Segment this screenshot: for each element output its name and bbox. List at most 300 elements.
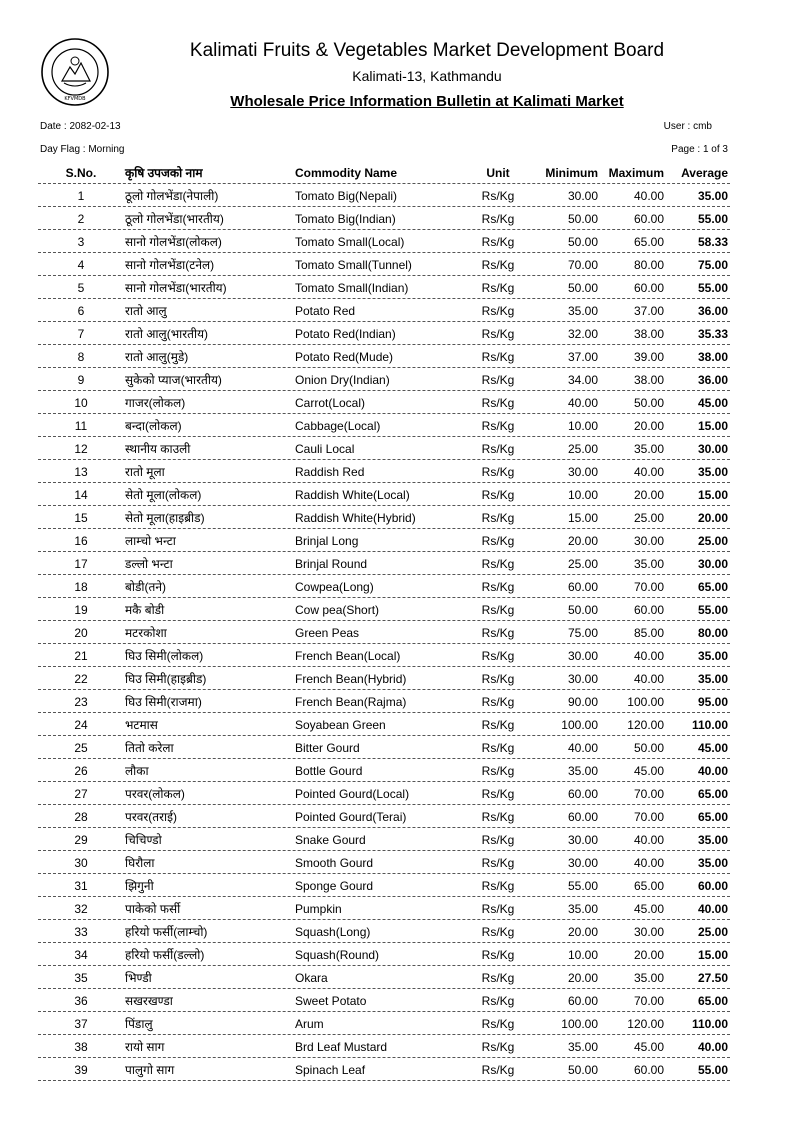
- cell-commodity: Bitter Gourd: [295, 741, 360, 755]
- cell-average: 60.00: [697, 879, 728, 893]
- table-row: [38, 184, 730, 207]
- cell-sn: 8: [77, 350, 85, 364]
- cell-unit: Rs/Kg: [481, 695, 515, 709]
- cell-commodity: Cow pea(Short): [295, 603, 380, 617]
- cell-average: 65.00: [697, 580, 728, 594]
- cell-maximum: 40.00: [633, 672, 664, 686]
- cell-average: 15.00: [697, 488, 728, 502]
- cell-sn: 38: [74, 1040, 88, 1054]
- cell-average: 30.00: [697, 442, 728, 456]
- cell-minimum: 60.00: [567, 994, 598, 1008]
- cell-sn: 28: [74, 810, 88, 824]
- cell-unit: Rs/Kg: [481, 902, 515, 916]
- cell-sn: 36: [74, 994, 88, 1008]
- cell-maximum: 40.00: [633, 649, 664, 663]
- cell-unit: Rs/Kg: [481, 212, 515, 226]
- table-row: [38, 414, 730, 437]
- cell-minimum: 40.00: [567, 741, 598, 755]
- table-row: [38, 345, 730, 368]
- org-subtitle: Kalimati-13, Kathmandu: [352, 68, 502, 84]
- cell-average: 110.00: [691, 1017, 728, 1031]
- cell-unit: Rs/Kg: [481, 373, 515, 387]
- cell-unit: Rs/Kg: [481, 465, 515, 479]
- cell-average: 27.50: [697, 971, 728, 985]
- cell-sn: 1: [77, 189, 85, 203]
- cell-commodity: French Bean(Hybrid): [295, 672, 407, 686]
- cell-maximum: 70.00: [633, 580, 664, 594]
- cell-maximum: 45.00: [633, 1040, 664, 1054]
- cell-nepali-name: सानो गोलभेंडा(लोकल): [125, 235, 222, 249]
- cell-maximum: 38.00: [633, 373, 664, 387]
- table-row: [38, 736, 730, 759]
- cell-average: 35.00: [697, 465, 728, 479]
- cell-average: 65.00: [697, 787, 728, 801]
- cell-unit: Rs/Kg: [481, 833, 515, 847]
- org-title: Kalimati Fruits & Vegetables Market Development Board: [189, 40, 665, 61]
- cell-maximum: 40.00: [633, 856, 664, 870]
- cell-commodity: Cabbage(Local): [295, 419, 381, 433]
- cell-unit: Rs/Kg: [481, 557, 515, 571]
- cell-unit: Rs/Kg: [481, 534, 515, 548]
- cell-unit: Rs/Kg: [481, 787, 515, 801]
- table-row: [38, 483, 730, 506]
- cell-minimum: 100.00: [561, 718, 598, 732]
- cell-minimum: 10.00: [567, 488, 598, 502]
- table-body: [38, 184, 730, 1081]
- cell-minimum: 55.00: [567, 879, 598, 893]
- cell-sn: 18: [74, 580, 88, 594]
- cell-minimum: 20.00: [567, 534, 598, 548]
- cell-unit: Rs/Kg: [481, 189, 515, 203]
- cell-nepali-name: रातो आलु: [125, 304, 167, 318]
- cell-unit: Rs/Kg: [481, 856, 515, 870]
- table-row: [38, 874, 730, 897]
- cell-maximum: 40.00: [633, 833, 664, 847]
- cell-minimum: 35.00: [567, 1040, 598, 1054]
- cell-maximum: 39.00: [633, 350, 664, 364]
- cell-nepali-name: रातो आलु(मुडे): [125, 350, 189, 364]
- cell-minimum: 35.00: [567, 764, 598, 778]
- cell-maximum: 70.00: [633, 787, 664, 801]
- cell-unit: Rs/Kg: [481, 925, 515, 939]
- table-row: [38, 437, 730, 460]
- cell-maximum: 45.00: [633, 902, 664, 916]
- cell-nepali-name: पाकेको फर्सी: [125, 902, 181, 916]
- cell-unit: Rs/Kg: [481, 258, 515, 272]
- cell-unit: Rs/Kg: [481, 672, 515, 686]
- cell-average: 20.00: [697, 511, 728, 525]
- cell-nepali-name: रातो मूला: [125, 465, 165, 479]
- cell-unit: Rs/Kg: [481, 511, 515, 525]
- table-row: [38, 667, 730, 690]
- cell-unit: Rs/Kg: [481, 741, 515, 755]
- cell-minimum: 20.00: [567, 971, 598, 985]
- table-row: [38, 391, 730, 414]
- cell-average: 95.00: [697, 695, 728, 709]
- cell-sn: 12: [74, 442, 88, 456]
- cell-maximum: 60.00: [633, 281, 664, 295]
- column-header-maximum: Maximum: [608, 166, 664, 180]
- cell-average: 25.00: [697, 534, 728, 548]
- cell-commodity: Spinach Leaf: [295, 1063, 366, 1077]
- cell-average: 36.00: [697, 304, 728, 318]
- cell-commodity: Tomato Small(Local): [295, 235, 405, 249]
- cell-unit: Rs/Kg: [481, 948, 515, 962]
- cell-nepali-name: सानो गोलभेंडा(टनेल): [125, 258, 215, 272]
- cell-commodity: Raddish White(Hybrid): [295, 511, 416, 525]
- cell-commodity: Cowpea(Long): [295, 580, 374, 594]
- cell-minimum: 60.00: [567, 787, 598, 801]
- cell-commodity: Brinjal Round: [295, 557, 368, 571]
- cell-unit: Rs/Kg: [481, 488, 515, 502]
- cell-nepali-name: चिचिण्डो: [125, 833, 162, 847]
- cell-nepali-name: मकै बोडी: [125, 603, 165, 617]
- cell-nepali-name: घिउ सिमी(राजमा): [125, 695, 202, 709]
- cell-average: 15.00: [697, 948, 728, 962]
- table-row: [38, 851, 730, 874]
- cell-minimum: 15.00: [567, 511, 598, 525]
- cell-unit: Rs/Kg: [481, 442, 515, 456]
- cell-commodity: Green Peas: [295, 626, 360, 640]
- cell-sn: 4: [77, 258, 85, 272]
- table-row: [38, 299, 730, 322]
- cell-maximum: 25.00: [633, 511, 664, 525]
- cell-commodity: Okara: [295, 971, 328, 985]
- cell-minimum: 50.00: [567, 1063, 598, 1077]
- table-row: [38, 575, 730, 598]
- cell-unit: Rs/Kg: [481, 764, 515, 778]
- cell-nepali-name: मटरकोशा: [125, 626, 167, 640]
- cell-sn: 23: [74, 695, 88, 709]
- cell-commodity: Pointed Gourd(Local): [295, 787, 410, 801]
- cell-maximum: 35.00: [633, 442, 664, 456]
- column-header-sn: S.No.: [65, 166, 97, 180]
- cell-sn: 35: [74, 971, 88, 985]
- report-date: Date : 2082-02-13: [40, 121, 121, 132]
- cell-sn: 37: [74, 1017, 88, 1031]
- cell-average: 35.33: [697, 327, 728, 341]
- cell-commodity: Cauli Local: [295, 442, 355, 456]
- table-row: [38, 1012, 730, 1035]
- cell-sn: 3: [77, 235, 85, 249]
- cell-unit: Rs/Kg: [481, 580, 515, 594]
- cell-average: 45.00: [697, 396, 728, 410]
- cell-nepali-name: हरियो फर्सी(डल्लो): [125, 948, 205, 962]
- cell-sn: 22: [74, 672, 88, 686]
- cell-unit: Rs/Kg: [481, 649, 515, 663]
- table-row: [38, 276, 730, 299]
- cell-minimum: 34.00: [567, 373, 598, 387]
- cell-nepali-name: रातो आलु(भारतीय): [125, 327, 209, 341]
- cell-maximum: 30.00: [633, 534, 664, 548]
- cell-minimum: 20.00: [567, 925, 598, 939]
- column-header-commodity: Commodity Name: [295, 166, 398, 180]
- cell-average: 25.00: [697, 925, 728, 939]
- cell-minimum: 10.00: [567, 948, 598, 962]
- cell-minimum: 100.00: [561, 1017, 598, 1031]
- cell-maximum: 70.00: [633, 810, 664, 824]
- column-header-nepali-name: कृषि उपजको नाम: [125, 166, 203, 180]
- cell-minimum: 50.00: [567, 235, 598, 249]
- cell-minimum: 25.00: [567, 442, 598, 456]
- cell-average: 75.00: [697, 258, 728, 272]
- cell-nepali-name: डल्लो भन्टा: [125, 557, 173, 571]
- cell-minimum: 30.00: [567, 465, 598, 479]
- cell-sn: 6: [77, 304, 85, 318]
- table-row: [38, 230, 730, 253]
- cell-maximum: 120.00: [627, 718, 664, 732]
- cell-average: 30.00: [697, 557, 728, 571]
- cell-maximum: 37.00: [633, 304, 664, 318]
- cell-nepali-name: सेतो मूला(लोकल): [125, 488, 202, 502]
- table-header: [38, 160, 730, 184]
- cell-unit: Rs/Kg: [481, 1017, 515, 1031]
- cell-maximum: 65.00: [633, 879, 664, 893]
- cell-nepali-name: ठूलो गोलभेंडा(नेपाली): [125, 189, 219, 203]
- table-row: [38, 322, 730, 345]
- cell-maximum: 40.00: [633, 465, 664, 479]
- cell-commodity: Tomato Big(Indian): [295, 212, 396, 226]
- table-row: [38, 621, 730, 644]
- cell-average: 65.00: [697, 994, 728, 1008]
- cell-sn: 14: [74, 488, 88, 502]
- cell-maximum: 30.00: [633, 925, 664, 939]
- cell-sn: 33: [74, 925, 88, 939]
- cell-unit: Rs/Kg: [481, 810, 515, 824]
- cell-commodity: Raddish Red: [295, 465, 365, 479]
- cell-commodity: Tomato Big(Nepali): [295, 189, 398, 203]
- cell-sn: 24: [74, 718, 88, 732]
- cell-average: 58.33: [697, 235, 728, 249]
- table-row: [38, 598, 730, 621]
- table-row: [38, 253, 730, 276]
- table-row: [38, 920, 730, 943]
- cell-average: 40.00: [697, 902, 728, 916]
- cell-nepali-name: स्थानीय काउली: [125, 442, 191, 456]
- cell-average: 55.00: [697, 212, 728, 226]
- cell-nepali-name: गाजर(लोकल): [125, 396, 186, 410]
- cell-unit: Rs/Kg: [481, 350, 515, 364]
- cell-minimum: 37.00: [567, 350, 598, 364]
- cell-nepali-name: परवर(तराई): [125, 810, 178, 824]
- cell-sn: 20: [74, 626, 88, 640]
- cell-commodity: Snake Gourd: [295, 833, 366, 847]
- cell-sn: 2: [77, 212, 85, 226]
- cell-maximum: 35.00: [633, 557, 664, 571]
- table-row: [38, 460, 730, 483]
- table-row: [38, 644, 730, 667]
- cell-maximum: 60.00: [633, 603, 664, 617]
- cell-commodity: Potato Red: [295, 304, 356, 318]
- cell-unit: Rs/Kg: [481, 419, 515, 433]
- cell-nepali-name: पिंडालु: [125, 1017, 153, 1031]
- cell-sn: 39: [74, 1063, 88, 1077]
- cell-minimum: 75.00: [567, 626, 598, 640]
- cell-nepali-name: भटमास: [125, 718, 158, 732]
- cell-commodity: Potato Red(Mude): [295, 350, 394, 364]
- cell-maximum: 20.00: [633, 948, 664, 962]
- cell-average: 45.00: [697, 741, 728, 755]
- table-row: [38, 943, 730, 966]
- table-row: [38, 529, 730, 552]
- cell-maximum: 120.00: [627, 1017, 664, 1031]
- column-header-average: Average: [681, 166, 728, 180]
- table-row: [38, 805, 730, 828]
- table-row: [38, 506, 730, 529]
- cell-sn: 9: [77, 373, 85, 387]
- cell-commodity: Pointed Gourd(Terai): [295, 810, 407, 824]
- cell-minimum: 35.00: [567, 304, 598, 318]
- cell-sn: 21: [74, 649, 88, 663]
- cell-average: 35.00: [697, 189, 728, 203]
- cell-maximum: 35.00: [633, 971, 664, 985]
- cell-commodity: Raddish White(Local): [295, 488, 410, 502]
- svg-text:KFVMDB: KFVMDB: [64, 96, 86, 102]
- cell-nepali-name: सुकेको प्याज(भारतीय): [125, 373, 222, 387]
- table-row: [38, 782, 730, 805]
- cell-average: 15.00: [697, 419, 728, 433]
- cell-commodity: Pumpkin: [295, 902, 342, 916]
- cell-average: 36.00: [697, 373, 728, 387]
- cell-minimum: 30.00: [567, 672, 598, 686]
- cell-nepali-name: पालुगो साग: [125, 1063, 175, 1077]
- cell-nepali-name: घिउ सिमी(हाइब्रीड): [125, 672, 207, 686]
- cell-nepali-name: घिउ सिमी(लोकल): [125, 649, 204, 663]
- cell-nepali-name: घिरौला: [125, 856, 155, 870]
- cell-minimum: 60.00: [567, 580, 598, 594]
- page-number: Page : 1 of 3: [671, 144, 728, 155]
- cell-sn: 11: [74, 419, 88, 433]
- cell-commodity: Sweet Potato: [295, 994, 367, 1008]
- cell-minimum: 10.00: [567, 419, 598, 433]
- cell-sn: 16: [74, 534, 88, 548]
- cell-average: 55.00: [697, 1063, 728, 1077]
- cell-sn: 32: [74, 902, 88, 916]
- cell-maximum: 50.00: [633, 741, 664, 755]
- cell-maximum: 60.00: [633, 1063, 664, 1077]
- cell-sn: 26: [74, 764, 88, 778]
- table-row: [38, 759, 730, 782]
- cell-average: 35.00: [697, 672, 728, 686]
- table-row: [38, 368, 730, 391]
- cell-unit: Rs/Kg: [481, 603, 515, 617]
- cell-maximum: 85.00: [633, 626, 664, 640]
- column-header-minimum: Minimum: [545, 166, 598, 180]
- cell-average: 35.00: [697, 833, 728, 847]
- cell-nepali-name: लाम्चो भन्टा: [125, 534, 176, 548]
- cell-minimum: 32.00: [567, 327, 598, 341]
- cell-minimum: 30.00: [567, 856, 598, 870]
- cell-unit: Rs/Kg: [481, 879, 515, 893]
- cell-commodity: Smooth Gourd: [295, 856, 374, 870]
- cell-minimum: 50.00: [567, 212, 598, 226]
- cell-sn: 25: [74, 741, 88, 755]
- cell-sn: 13: [74, 465, 88, 479]
- cell-commodity: French Bean(Rajma): [295, 695, 407, 709]
- cell-minimum: 40.00: [567, 396, 598, 410]
- cell-unit: Rs/Kg: [481, 1040, 515, 1054]
- cell-average: 55.00: [697, 281, 728, 295]
- cell-sn: 27: [74, 787, 88, 801]
- cell-sn: 34: [74, 948, 88, 962]
- cell-minimum: 30.00: [567, 833, 598, 847]
- bulletin-title: Wholesale Price Information Bulletin at Kalimati Market: [230, 93, 624, 110]
- cell-maximum: 60.00: [633, 212, 664, 226]
- cell-minimum: 25.00: [567, 557, 598, 571]
- cell-average: 80.00: [697, 626, 728, 640]
- column-header-unit: Unit: [486, 166, 510, 180]
- cell-minimum: 60.00: [567, 810, 598, 824]
- cell-nepali-name: ठूलो गोलभेंडा(भारतीय): [125, 212, 224, 226]
- cell-maximum: 38.00: [633, 327, 664, 341]
- cell-nepali-name: सेतो मूला(हाइब्रीड): [125, 511, 205, 525]
- table-row: [38, 1058, 730, 1081]
- cell-commodity: Tomato Small(Tunnel): [295, 258, 412, 272]
- cell-maximum: 40.00: [633, 189, 664, 203]
- cell-average: 35.00: [697, 649, 728, 663]
- cell-nepali-name: भिण्डी: [125, 971, 152, 985]
- cell-sn: 7: [77, 327, 85, 341]
- cell-maximum: 80.00: [633, 258, 664, 272]
- table-row: [38, 207, 730, 230]
- cell-average: 35.00: [697, 856, 728, 870]
- cell-average: 40.00: [697, 764, 728, 778]
- cell-average: 65.00: [697, 810, 728, 824]
- table-row: [38, 828, 730, 851]
- cell-nepali-name: सखरखण्डा: [125, 994, 173, 1008]
- cell-nepali-name: बन्दा(लोकल): [125, 419, 182, 433]
- cell-maximum: 100.00: [627, 695, 664, 709]
- cell-minimum: 50.00: [567, 603, 598, 617]
- cell-sn: 5: [77, 281, 85, 295]
- cell-unit: Rs/Kg: [481, 626, 515, 640]
- cell-nepali-name: रायो साग: [125, 1040, 165, 1054]
- cell-minimum: 90.00: [567, 695, 598, 709]
- cell-unit: Rs/Kg: [481, 994, 515, 1008]
- table-row: [38, 989, 730, 1012]
- cell-minimum: 30.00: [567, 189, 598, 203]
- cell-average: 55.00: [697, 603, 728, 617]
- cell-commodity: Tomato Small(Indian): [295, 281, 409, 295]
- cell-sn: 17: [74, 557, 88, 571]
- cell-minimum: 35.00: [567, 902, 598, 916]
- cell-commodity: Potato Red(Indian): [295, 327, 396, 341]
- table-row: [38, 690, 730, 713]
- cell-unit: Rs/Kg: [481, 281, 515, 295]
- cell-nepali-name: लौका: [125, 764, 149, 778]
- table-row: [38, 966, 730, 989]
- cell-maximum: 20.00: [633, 488, 664, 502]
- cell-nepali-name: झिगुनी: [125, 879, 154, 893]
- cell-commodity: Carrot(Local): [295, 396, 366, 410]
- cell-nepali-name: बोडी(तने): [125, 580, 166, 594]
- cell-average: 40.00: [697, 1040, 728, 1054]
- cell-unit: Rs/Kg: [481, 1063, 515, 1077]
- table-row: [38, 713, 730, 736]
- cell-unit: Rs/Kg: [481, 327, 515, 341]
- cell-minimum: 50.00: [567, 281, 598, 295]
- cell-minimum: 70.00: [567, 258, 598, 272]
- table-row: [38, 552, 730, 575]
- cell-sn: 10: [74, 396, 88, 410]
- cell-commodity: Brd Leaf Mustard: [295, 1040, 388, 1054]
- cell-maximum: 70.00: [633, 994, 664, 1008]
- table-row: [38, 897, 730, 920]
- cell-average: 38.00: [697, 350, 728, 364]
- cell-commodity: Arum: [295, 1017, 324, 1031]
- cell-nepali-name: सानो गोलभेंडा(भारतीय): [125, 281, 227, 295]
- cell-commodity: Sponge Gourd: [295, 879, 374, 893]
